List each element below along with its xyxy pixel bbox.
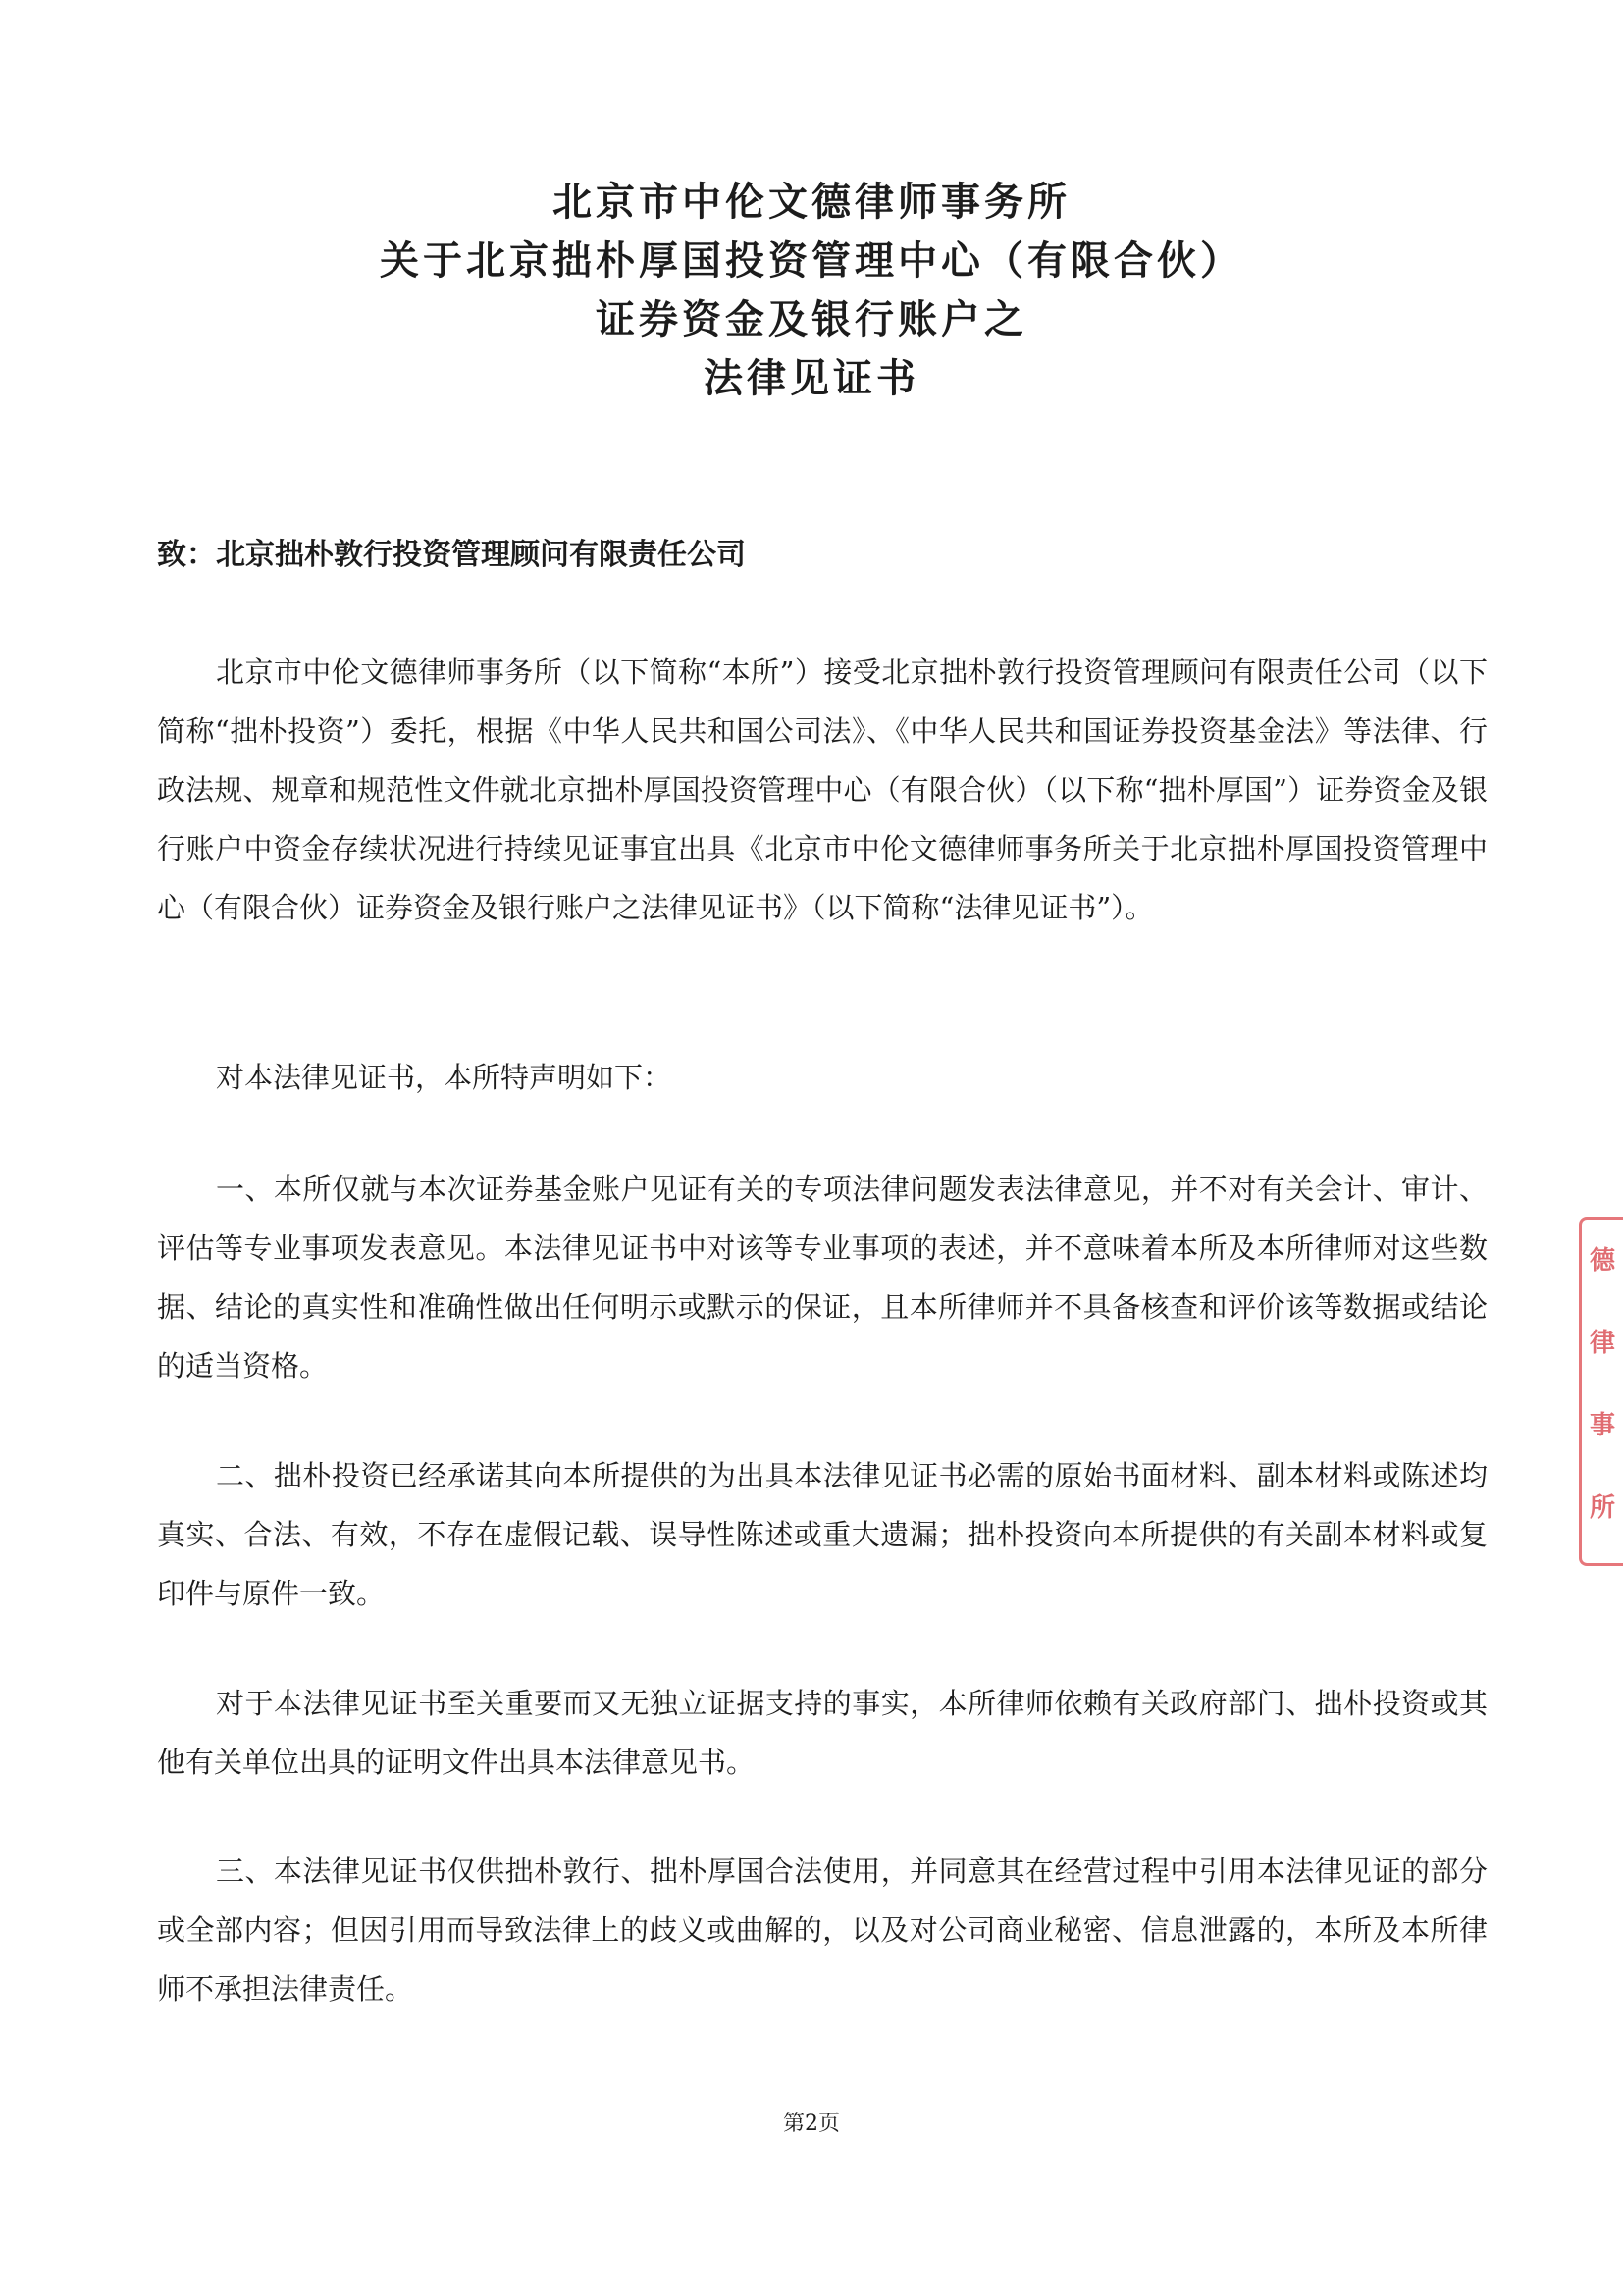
title-line-2: 关于北京拙朴厚国投资管理中心（有限合伙） [380, 237, 1243, 284]
paragraph-reliance: 对于本法律见证书至关重要而又无独立证据支持的事实，本所律师依赖有关政府部门、拙朴投资或其他有关单位出具的证明文件出具本法律意见书。 [157, 1687, 1488, 1779]
paragraph-clause-2: 二、拙朴投资已经承诺其向本所提供的为出具本法律见证书必需的原始书面材料、副本材料或陈述均真实、合法、有效，不存在虚假记载、误导性陈述或重大遗漏；拙朴投资向本所提供的有关副本材料或复印件与原件一致。 [157, 1459, 1488, 1610]
title-line-4: 法律见证书 [704, 355, 919, 401]
page-number: 第2页 [783, 2112, 840, 2136]
document-title [0, 173, 1623, 408]
seal-stamp-fragment [1579, 1217, 1623, 1566]
paragraph-intro: 北京市中伦文德律师事务所（以下简称“本所”）接受北京拙朴敦行投资管理顾问有限责任公司（以下简称“拙朴投资”）委托，根据《中华人民共和国公司法》、《中华人民共和国证券投资基金法》等法律、行政法规、规章和规范性文件就北京拙朴厚国投资管理中心（有限合伙）（以下称“拙朴厚国”）证券资金及银行账户中资金存续状况进行持续见证事宜出具《北京市中伦文德律师事务所关于北京拙朴厚国投资管理中心（有限合伙）证券资金及银行账户之法律见证书》（以下简称“法律见证书”）。 [157, 655, 1488, 924]
paragraph-statement-lead: 对本法律见证书，本所特声明如下： [216, 1061, 672, 1094]
title-line-3: 证券资金及银行账户之 [596, 296, 1027, 342]
seal-char: 德 [1589, 1246, 1615, 1276]
title-line-1: 北京市中伦文德律师事务所 [552, 179, 1071, 225]
seal-char: 事 [1589, 1411, 1615, 1440]
seal-char: 律 [1589, 1329, 1615, 1358]
paragraph-clause-3: 三、本法律见证书仅供拙朴敦行、拙朴厚国合法使用，并同意其在经营过程中引用本法律见证的部分或全部内容；但因引用而导致法律上的歧义或曲解的，以及对公司商业秘密、信息泄露的，本所及本所律师不承担法律责任。 [157, 1854, 1488, 2006]
paragraph-clause-1: 一、本所仅就与本次证券基金账户见证有关的专项法律问题发表法律意见，并不对有关会计、审计、评估等专业事项发表意见。本法律见证书中对该等专业事项的表述，并不意味着本所及本所律师对这些数据、结论的真实性和准确性做出任何明示或默示的保证，且本所律师并不具备核查和评价该等数据或结论的适当资格。 [157, 1173, 1488, 1383]
addressee: 致：北京拙朴敦行投资管理顾问有限责任公司 [157, 538, 746, 572]
seal-char: 所 [1589, 1493, 1615, 1523]
